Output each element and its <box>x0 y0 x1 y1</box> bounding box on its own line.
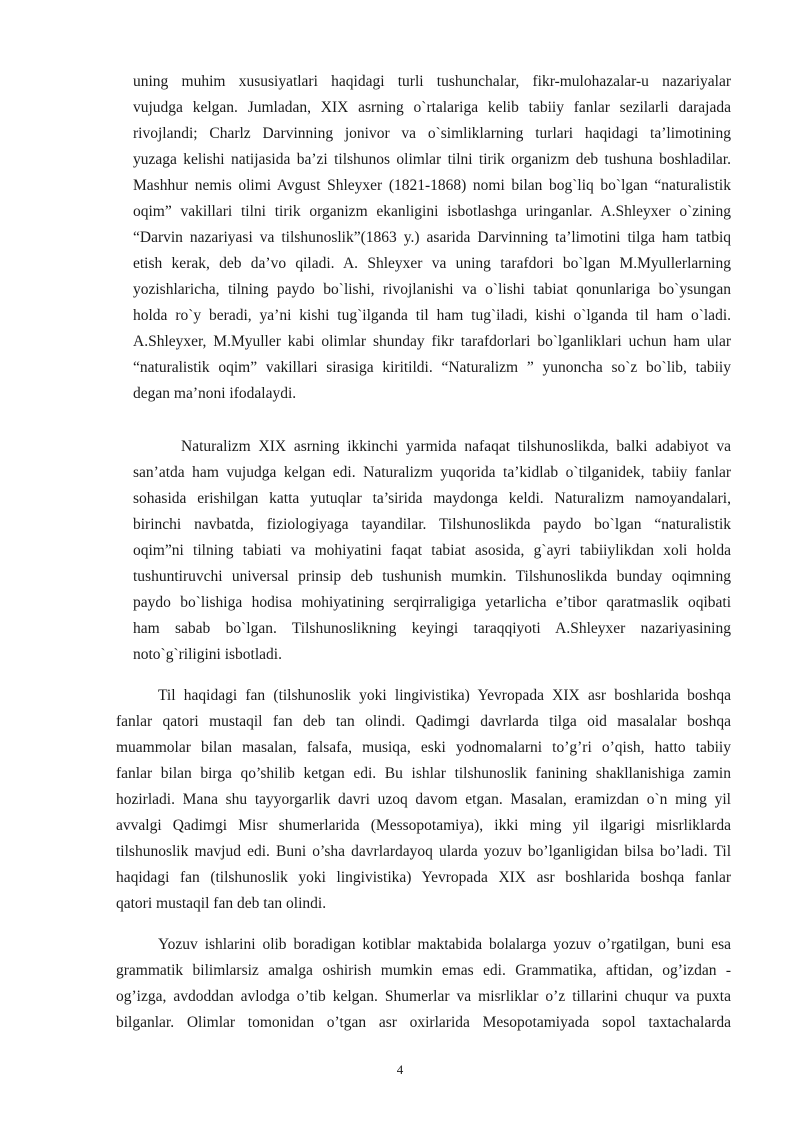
text-line: rivojlandi; Charlz Darvinning jonivor va o`simliklarning turlari haqidagi ta’limotining <box>133 125 731 142</box>
text-line: tushuntiruvchi universal prinsip deb tushunish mumkin. Tilshunoslikda bunday oqimning <box>133 568 731 585</box>
text-line: uning muhim xususiyatlari haqidagi turli tushunchalar, fikr-mulohazalar-u nazariyalar <box>133 73 731 90</box>
text-line: “Darvin nazariyasi va tilshunoslik”(1863 y.) asarida Darvinning ta’limotini tilga ham tatbiq <box>133 229 731 246</box>
text-line: etish kerak, deb da’vo qiladi. A. Shleyxer va uning tarafdori bo`lgan M.Myullerlarning <box>133 255 731 272</box>
paragraph-naturalistic-school <box>133 69 731 407</box>
text-line: holda ro`y beradi, ya’ni kishi tug`ilganda til ham tug`iladi, kishi o`lganda til ham o`ladi. <box>133 307 731 324</box>
text-line: haqidagi fan (tilshunoslik yoki lingivistika) Yevropada XIX asr boshlarida boshqa fanlar <box>116 869 731 886</box>
text-line: birinchi navbatda, fiziologiyaga tayandilar. Tilshunoslikda paydo bo`lgan “naturalistik <box>133 516 731 533</box>
paragraph-linguistics-science <box>116 683 731 917</box>
text-line: san’atda ham vujudga kelgan edi. Naturalizm yuqorida ta’kidlab o`tilganidek, tabiiy fanlar <box>133 464 731 481</box>
text-line: avvalgi Qadimgi Misr shumerlarida (Messopotamiya), ikki ming yil ilgarigi misrliklarda <box>116 817 731 834</box>
text-line: sohasida erishilgan katta yutuqlar ta’sirida maydonga keldi. Naturalizm namoyandalari, <box>133 490 731 507</box>
paragraph-naturalism <box>133 434 731 668</box>
page-number: 4 <box>396 1062 404 1077</box>
text-line: “naturalistik oqim” vakillari sirasiga kiritildi. “Naturalizm ” yunoncha so`z bo`lib, tabiiy <box>133 359 731 376</box>
text-line: Naturalizm XIX asrning ikkinchi yarmida nafaqat tilshunoslikda, balki adabiyot va <box>181 438 731 455</box>
text-line: qatori mustaqil fan deb tan olindi. <box>116 895 327 912</box>
text-line: tilshunoslik mavjud edi. Buni o’sha davrlardayoq ularda yozuv bo’lganligidan bilsa bo’ladi. Til <box>116 843 731 860</box>
text-line: oqim” vakillari tilni tirik organizm ekanligini isbotlashga uringanlar. A.Shleyxer o`zining <box>133 203 731 220</box>
text-line: oqim”ni tilning tabiati va mohiyatini faqat tabiat asosida, g`ayri tabiiylikdan xoli holda <box>133 542 731 559</box>
text-line: grammatik bilimlarsiz amalga oshirish mumkin emas edi. Grammatika, aftidan, og’izdan - <box>116 962 731 979</box>
text-line: Til haqidagi fan (tilshunoslik yoki lingivistika) Yevropada XIX asr boshlarida boshqa <box>158 687 731 704</box>
text-line: ham sabab bo`lgan. Tilshunoslikning keyingi taraqqiyoti A.Shleyxer nazariyasining <box>133 620 731 637</box>
text-line: fanlar bilan birga qo’shilib ketgan edi. Bu ishlar tilshunoslik fanining shakllanishiga zamin <box>116 765 731 782</box>
text-line: paydo bo`lishiga hodisa mohiyatining serqirraligiga yetarlicha e’tibor qaratmaslik oqibati <box>133 594 731 611</box>
text-line: og’izga, avdoddan avlodga o’tib kelgan. Shumerlar va misrliklar o’z tillarini chuqur va puxta <box>116 988 731 1005</box>
text-line: bilganlar. Olimlar tomonidan o’tgan asr oxirlarida Mesopotamiyada sopol taxtachalarda <box>116 1014 731 1031</box>
text-line: Mashhur nemis olimi Avgust Shleyxer (1821-1868) nomi bilan bog`liq bo`lgan “naturalistik <box>133 177 731 194</box>
text-line: muammolar bilan masalan, falsafa, musiqa, eski yodnomalarni to’g’ri o’qish, hatto tabiiy <box>116 739 731 756</box>
text-line: fanlar qatori mustaqil fan deb tan olindi. Qadimgi davrlarda tilga oid masalalar boshqa <box>116 713 731 730</box>
paragraph-scribe-schools <box>116 932 731 1036</box>
text-line: degan ma’noni ifodalaydi. <box>133 385 297 402</box>
text-line: noto`g`riligini isbotladi. <box>133 646 282 663</box>
text-line: hozirladi. Mana shu tayyorgarlik davri uzoq davom etgan. Masalan, eramizdan o`n ming yil <box>116 791 731 808</box>
text-line: yozishlaricha, tilning paydo bo`lishi, rivojlanishi va o`lishi tabiat qonunlariga bo`ysungan <box>133 281 731 298</box>
text-line: vujudga kelgan. Jumladan, XIX asrning o`rtalariga kelib tabiiy fanlar sezilarli darajada <box>133 99 731 116</box>
text-line: A.Shleyxer, M.Myuller kabi olimlar shunday fikr tarafdorlari bo`lganliklari uchun ham ular <box>133 333 731 350</box>
text-line: yuzaga kelishi natijasida ba’zi tilshunos olimlar tilni tirik organizm deb tushuna boshladilar. <box>133 151 731 168</box>
text-line: Yozuv ishlarini olib boradigan kotiblar maktabida bolalarga yozuv o’rgatilgan, buni esa <box>158 936 731 953</box>
